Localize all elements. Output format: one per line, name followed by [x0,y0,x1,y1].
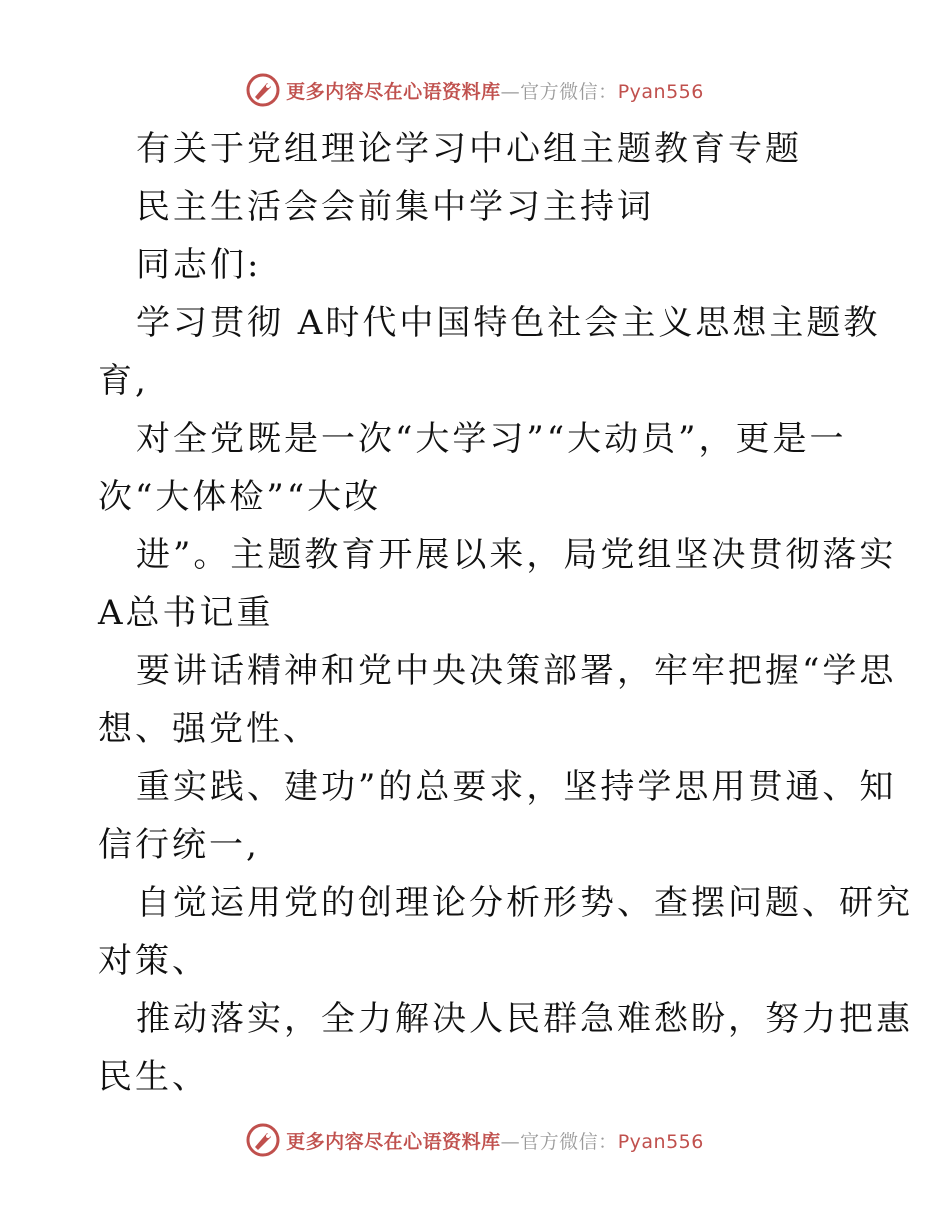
paragraph-line: 民生、 [98,1057,209,1097]
paragraph-line: 次“大体检”“大改 [98,477,382,517]
watermark-wechat-label: 官方微信： [520,1130,618,1153]
salutation: 同志们: [136,245,262,285]
paragraph-line: 自觉运用党的创理论分析形势、查摆问题、研究 [136,883,913,923]
header-watermark [0,70,950,110]
paragraph-line: 信行统一, [98,825,260,865]
watermark-wechat-id: Pyan556 [617,80,704,103]
watermark-brand: 更多内容尽在心语资料库 [286,80,501,103]
footer-watermark [0,1120,950,1160]
pen-nib-icon [246,1123,280,1157]
pen-nib-icon [246,73,280,107]
paragraph-line: 对策、 [98,941,209,981]
title-line-2: 民主生活会会前集中学习主持词 [136,187,654,227]
watermark-dash: — [500,80,521,103]
watermark-wechat-id: Pyan556 [617,1130,704,1153]
document-body [98,120,913,1106]
paragraph-line: 进”。主题教育开展以来，局党组坚决贯彻落实 [136,535,897,575]
watermark-brand: 更多内容尽在心语资料库 [286,1130,501,1153]
paragraph-line: 想、强党性、 [98,709,320,749]
paragraph-line: 对全党既是一次“大学习”“大动员”，更是一 [136,419,847,459]
paragraph-line: 育, [98,361,149,401]
watermark-dash: — [500,1130,521,1153]
watermark-wechat-label: 官方微信： [520,80,618,103]
watermark-text [286,1127,704,1154]
paragraph-line: 重实践、建功”的总要求，坚持学思用贯通、知 [136,767,897,807]
paragraph-line: 学习贯彻 A时代中国特色社会主义思想主题教 [136,303,881,343]
title-line-1: 有关于党组理论学习中心组主题教育专题 [136,129,802,169]
paragraph-line: A总书记重 [98,593,274,633]
paragraph-line: 推动落实，全力解决人民群急难愁盼，努力把惠 [136,999,913,1039]
paragraph-line: 要讲话精神和党中央决策部署，牢牢把握“学思 [136,651,897,691]
watermark-text [286,77,704,104]
